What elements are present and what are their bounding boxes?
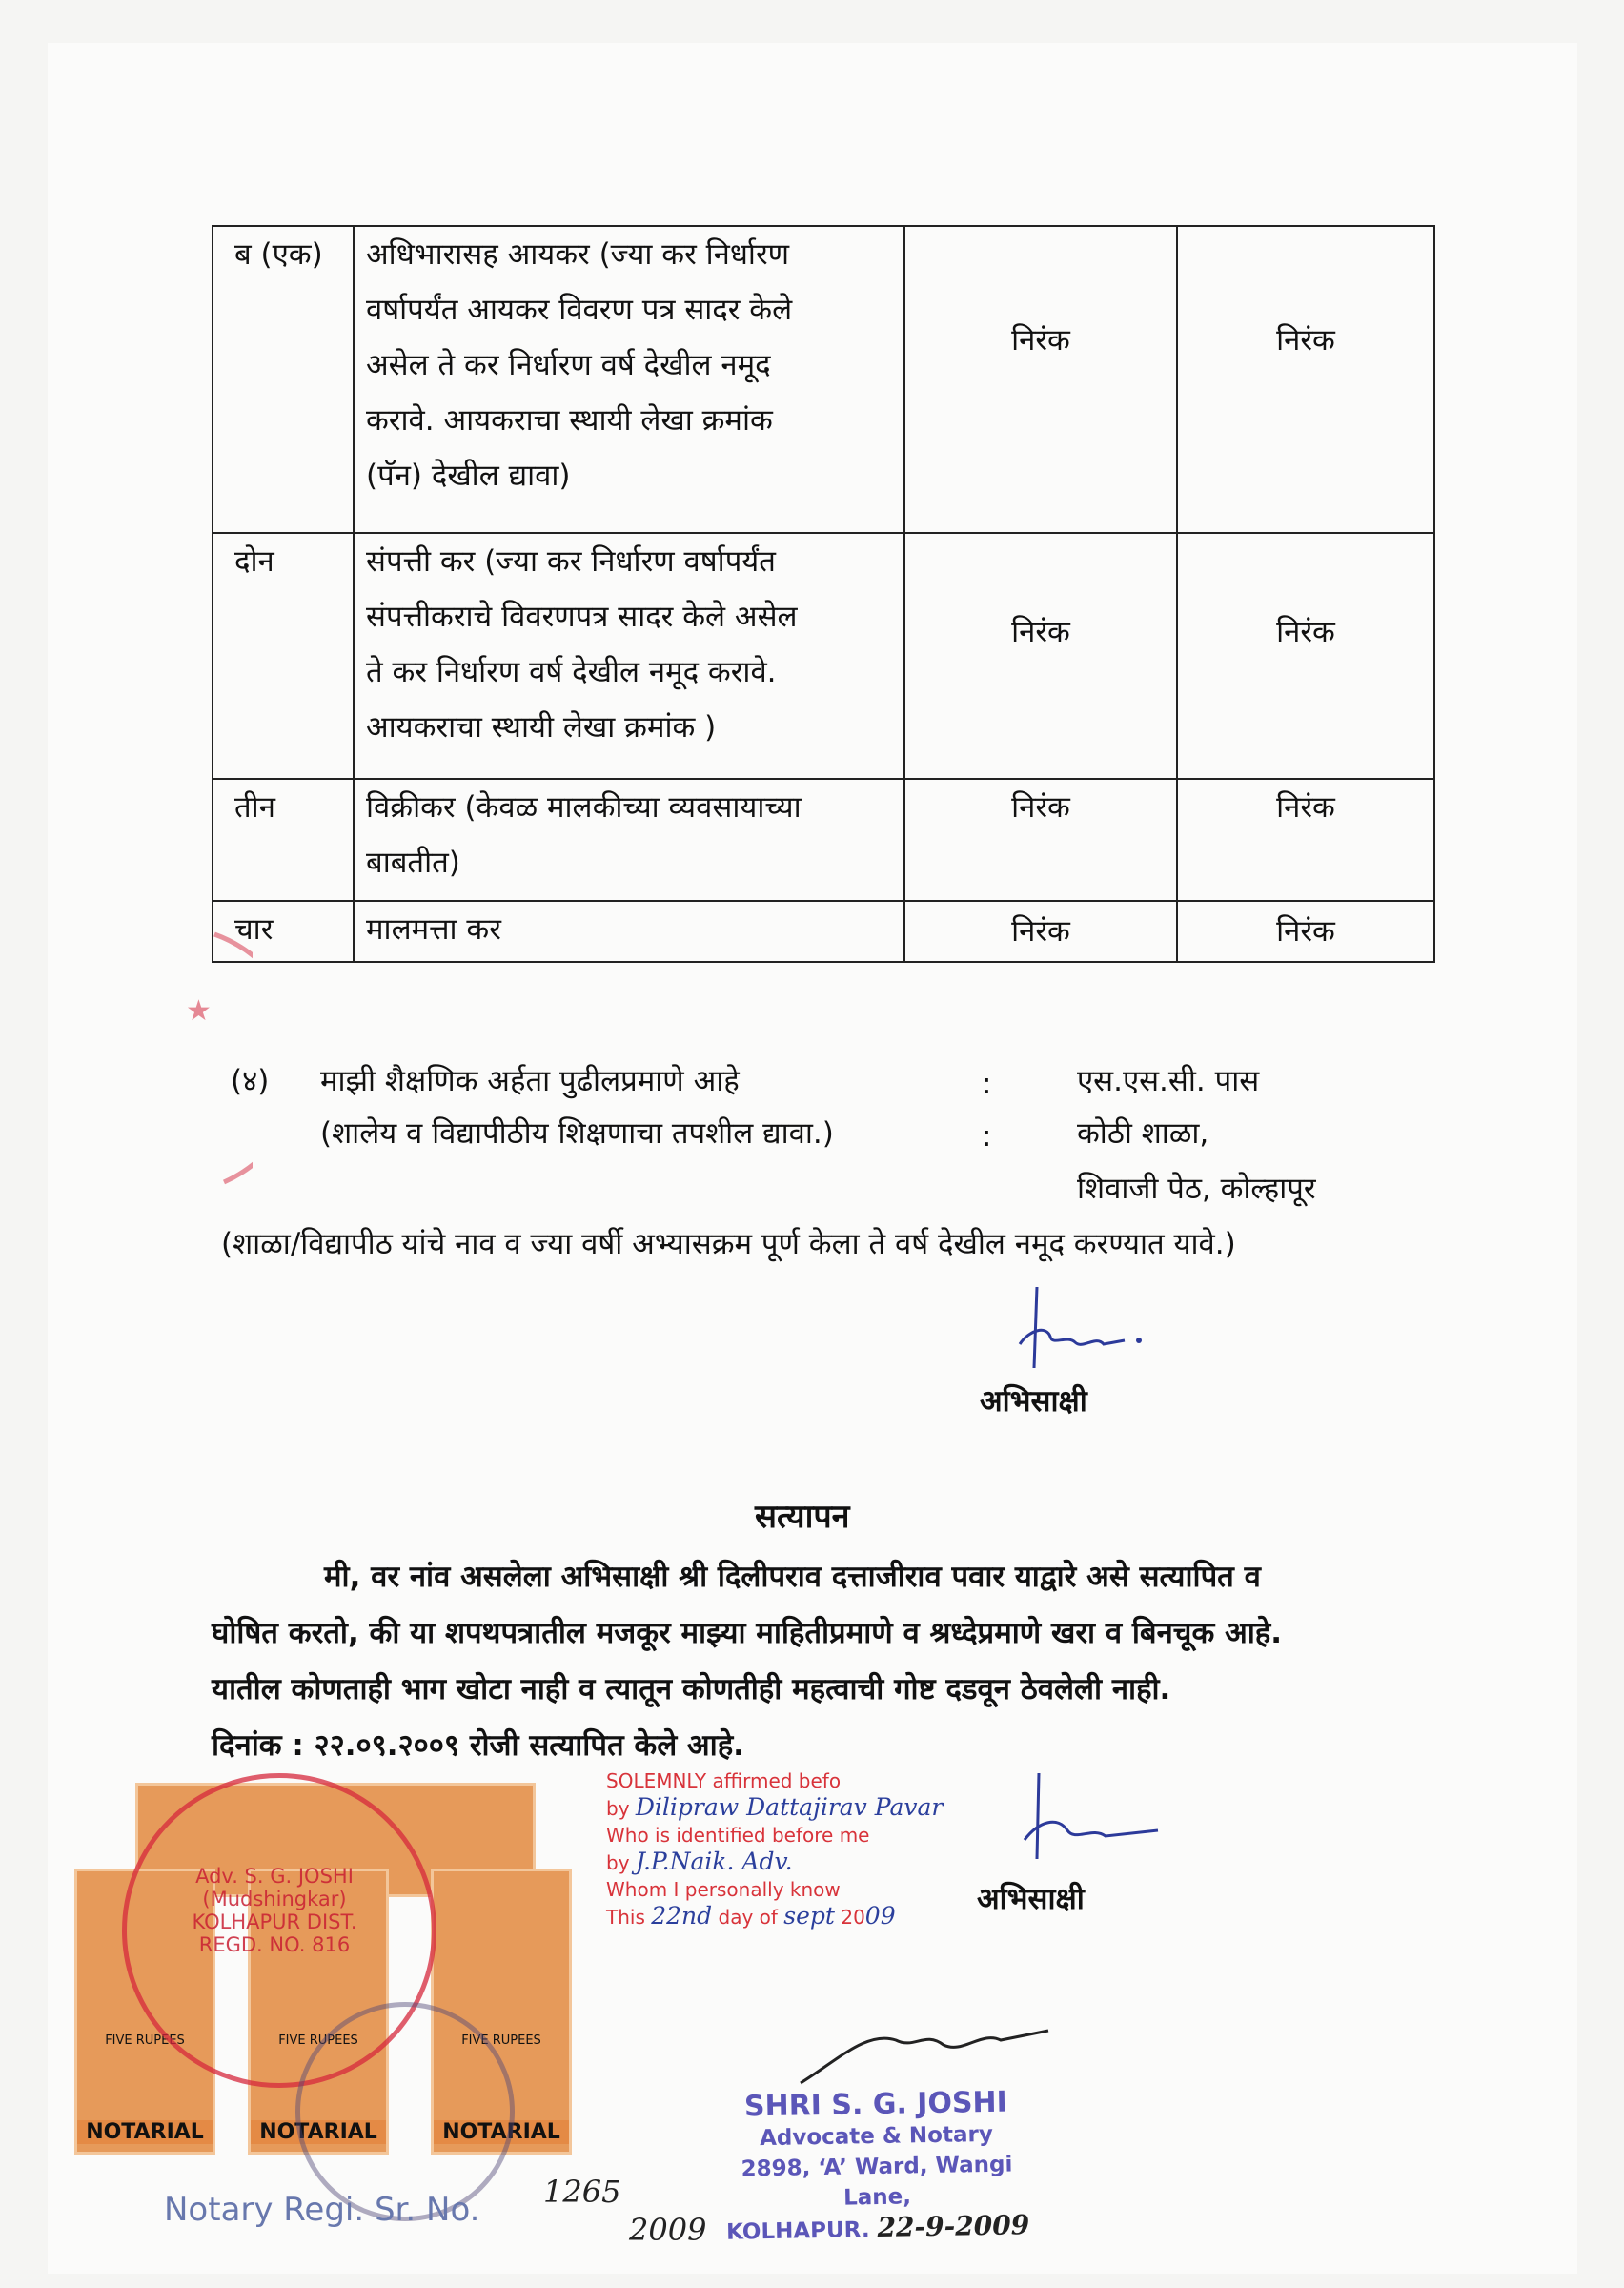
edu-value-2: कोठी शाळा,	[1077, 1116, 1209, 1151]
affirm-by: by	[606, 1797, 630, 1820]
deponent-signature-2	[1001, 1764, 1172, 1869]
value-text: निरंक	[1276, 323, 1335, 358]
edu-colon-1: :	[982, 1067, 992, 1101]
row-number: ब (एक)	[213, 226, 354, 533]
desc-line: ते कर निर्धारण वर्ष देखील नमूद करावे.	[366, 655, 777, 689]
affirm-line	[606, 1849, 1045, 1876]
desc-line: मालमत्ता कर	[366, 912, 501, 947]
edu-label-2: (शालेय व विद्यापीठीय शिक्षणाचा तपशील द्यावा.)	[320, 1116, 834, 1151]
edu-value-3: शिवाजी पेठ, कोल्हापूर	[1077, 1172, 1316, 1206]
notary-address: 2898, ‘A’ Ward, Wangi Lane,	[741, 2152, 1013, 2211]
value-cell	[1177, 533, 1434, 779]
round-seal-mark	[295, 2002, 515, 2221]
desc-line: (पॅन) देखील द्यावा)	[366, 459, 571, 493]
handwritten-date: 22-9-2009	[877, 2209, 1030, 2243]
svg-text:★: ★	[186, 994, 212, 1028]
table-row	[213, 533, 1434, 779]
notary-regi-number: 1265	[543, 2174, 621, 2210]
value-text: निरंक	[1276, 615, 1335, 649]
deponent-signature	[991, 1277, 1153, 1392]
seal-line: KOLHAPUR DIST.	[192, 1910, 357, 1933]
affirm-line	[606, 1794, 1045, 1822]
edu-colon-2: :	[982, 1119, 992, 1154]
desc-line: आयकराचा स्थायी लेखा क्रमांक )	[366, 710, 717, 745]
desc-line: अधिभारासह आयकर (ज्या कर निर्धारण	[366, 237, 790, 272]
edu-number: (४)	[231, 1064, 270, 1098]
value-cell: निरंक	[1177, 901, 1434, 962]
value-cell	[904, 533, 1177, 779]
notary-name: SHRI S. G. JOSHI	[743, 2085, 1008, 2124]
table-row	[213, 901, 1434, 962]
deponent-label-2: अभिसाक्षी	[977, 1882, 1085, 1916]
verification-line: यातील कोणताही भाग खोटा नाही व त्यातून कोणतीही महत्वाची गोष्ट दडवून ठेवलेली नाही.	[212, 1672, 1171, 1706]
faded-seal-mark	[100, 915, 253, 1201]
desc-line: असेल ते कर निर्धारण वर्ष देखील नमूद	[366, 348, 771, 382]
verification-line: दिनांक : २२.०९.२००९ रोजी सत्यापित केले आहे.	[212, 1728, 744, 1763]
affirm-year: 20	[841, 1906, 865, 1929]
desc-line: संपत्तीकराचे विवरणपत्र सादर केले असेल	[366, 600, 798, 634]
stamp-label: NOTARIAL	[77, 2120, 213, 2144]
affirm-by: by	[606, 1851, 630, 1874]
handwritten-month: sept	[783, 1902, 835, 1930]
desc-line: वर्षापर्यंत आयकर विवरण पत्र सादर केले	[366, 293, 793, 327]
row-description	[354, 779, 904, 901]
row-description	[354, 533, 904, 779]
edu-value-1: एस.एस.सी. पास	[1077, 1064, 1260, 1098]
table-row	[213, 779, 1434, 901]
stamp-label: NOTARIAL	[251, 2120, 386, 2144]
deponent-label: अभिसाक्षी	[980, 1384, 1087, 1419]
verification-line: मी, वर नांव असलेला अभिसाक्षी श्री दिलीपराव दत्ताजीराव पवार याद्वारे असे सत्यापित व	[324, 1560, 1261, 1594]
notarial-stamps	[57, 1783, 610, 2164]
affirm-line: SOLEMNLY affirmed befo	[606, 1769, 842, 1792]
value-cell: निरंक	[904, 779, 1177, 901]
row-description	[354, 226, 904, 533]
affirm-text: day of	[718, 1906, 778, 1929]
desc-line: बाबतीत)	[366, 846, 460, 880]
handwritten-day: 22nd	[651, 1902, 713, 1930]
notary-signature	[782, 2002, 1067, 2097]
stamp-value-text: FIVE RUPEES	[278, 2033, 358, 2048]
verification-line: घोषित करतो, की या शपथपत्रातील मजकूर माझ्या माहितीप्रमाणे व श्रध्देप्रमाणे खरा व बिनचूक आहे.	[212, 1616, 1282, 1650]
affirm-line: Whom I personally know	[606, 1878, 841, 1901]
edu-label-1: माझी शैक्षणिक अर्हता पुढीलप्रमाणे आहे	[320, 1064, 740, 1098]
handwritten-year: 09	[864, 1902, 896, 1930]
verification-body	[212, 1549, 1403, 1774]
notary-regi-year: 2009	[629, 2212, 707, 2248]
seal-line: REGD. NO. 816	[198, 1933, 351, 1956]
row-number: चार	[213, 901, 354, 962]
seal-line: (Mudshingkar)	[202, 1888, 347, 1910]
notary-city-line	[706, 2210, 1050, 2248]
value-cell: निरंक	[1177, 779, 1434, 901]
row-number: तीन	[213, 779, 354, 901]
value-text: निरंक	[1011, 323, 1070, 358]
notary-city: KOLHAPUR.	[725, 2217, 870, 2245]
desc-line: संपत्ती कर (ज्या कर निर्धारण वर्षापर्यंत	[366, 544, 776, 579]
stamp-value-text: FIVE RUPEES	[461, 2033, 541, 2048]
notary-address-stamp	[704, 2085, 1050, 2248]
notary-title: Advocate & Notary	[759, 2121, 994, 2152]
value-cell	[904, 226, 1177, 533]
handwritten-name: Dilipraw Dattajirav Pavar	[635, 1793, 944, 1821]
notary-seal-text	[160, 1865, 389, 1956]
edu-note: (शाळा/विद्यापीठ यांचे नाव व ज्या वर्षी अभ्यासक्रम पूर्ण केला ते वर्ष देखील नमूद करण्यात यावे.)	[221, 1227, 1236, 1261]
desc-line: करावे. आयकराचा स्थायी लेखा क्रमांक	[366, 403, 773, 438]
affirm-line: Who is identified before me	[606, 1824, 870, 1847]
verification-title: सत्यापन	[755, 1498, 850, 1536]
row-description	[354, 901, 904, 962]
seal-line: Adv. S. G. JOSHI	[195, 1865, 354, 1888]
table-row	[213, 226, 1434, 533]
desc-line: विक्रीकर (केवळ मालकीच्या व्यवसायाच्या	[366, 790, 802, 825]
stamp-value-text: FIVE RUPEES	[105, 2033, 185, 2048]
handwritten-advocate: J.P.Naik. Adv.	[635, 1848, 793, 1875]
stamp-label: NOTARIAL	[434, 2120, 569, 2144]
row-number: दोन	[213, 533, 354, 779]
notary-regi-label: Notary Regi. Sr. No.	[164, 2191, 480, 2229]
value-cell	[1177, 226, 1434, 533]
value-text: निरंक	[1011, 615, 1070, 649]
tax-details-table	[212, 225, 1435, 963]
value-cell: निरंक	[904, 901, 1177, 962]
affirm-text: This	[606, 1906, 645, 1929]
